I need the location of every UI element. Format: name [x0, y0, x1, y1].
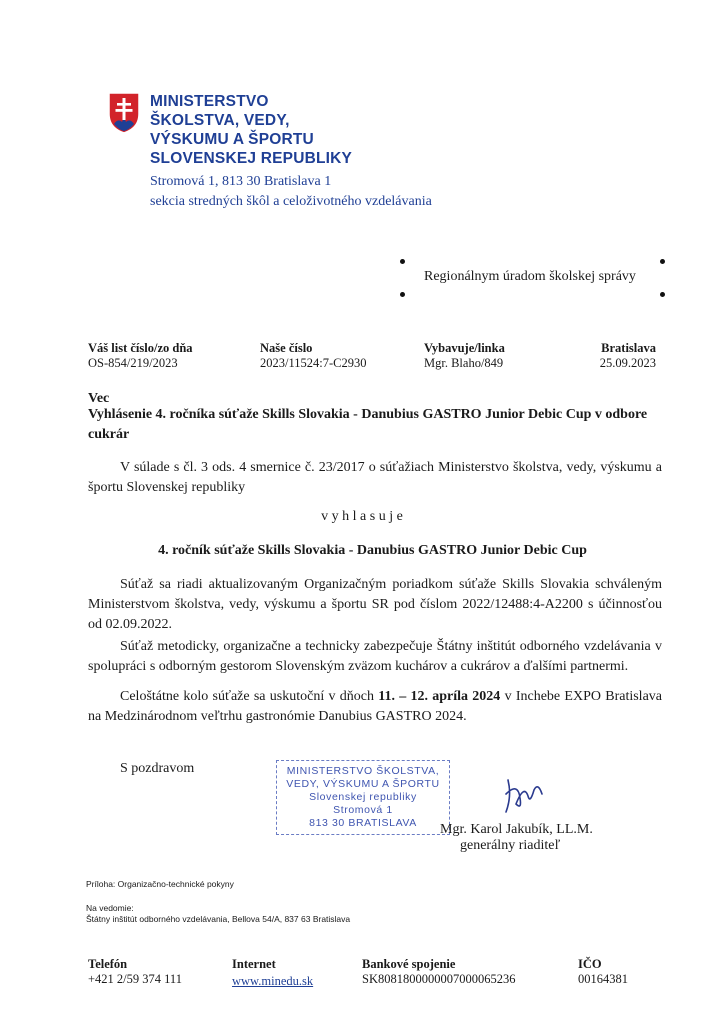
stamp-line: Slovenskej republiky	[309, 791, 417, 803]
ministry-line-4: SLOVENSKEJ REPUBLIKY	[150, 150, 353, 167]
footer-label: Internet	[232, 957, 276, 971]
greeting: S pozdravom	[120, 761, 195, 776]
ref-field-your-letter	[88, 341, 193, 371]
footer-value: SK8081800000007000065236	[362, 972, 516, 986]
ref-value: 25.09.2023	[599, 356, 656, 370]
address-line-1: Stromová 1, 813 30 Bratislava 1	[150, 174, 332, 189]
ref-field-handled-by	[424, 341, 505, 371]
handwritten-signature	[498, 774, 548, 821]
cc-recipient: Štátny inštitút odborného vzdelávania, Bellova 54/A, 837 63 Bratislava	[86, 914, 351, 924]
address-corner-mark	[660, 292, 665, 297]
cc-label: Na vedomie:	[86, 903, 134, 913]
footer-label: Telefón	[88, 957, 128, 971]
stamp-line: Stromová 1	[333, 804, 393, 816]
rules-paragraph: Súťaž sa riadi aktualizovaným Organizačným poriadkom súťaže Skills Slovakia schváleným Ministerstvom školstva, vedy, výskumu a športu SR pod číslom 2022/12488:4-A2200 s účinnosťou od 02.09.2022.	[88, 577, 662, 632]
footer-internet	[232, 957, 313, 990]
signer-title: generálny riaditeľ	[460, 838, 561, 853]
footer-label: Bankové spojenie	[362, 957, 456, 971]
website-link[interactable]: www.minedu.sk	[232, 974, 314, 988]
ref-label: Naše číslo	[260, 341, 313, 355]
ref-field-place-date	[580, 341, 656, 371]
ref-value: OS-854/219/2023	[88, 356, 178, 370]
subject-title: Vyhlásenie 4. ročníka súťaže Skills Slovakia - Danubius GASTRO Junior Debic Cup v odbore cukrár	[88, 407, 648, 442]
footer-value: +421 2/59 374 111	[88, 972, 182, 986]
address-corner-mark	[400, 292, 405, 297]
footer-label: IČO	[578, 957, 602, 971]
stamp-line: 813 30 BRATISLAVA	[309, 817, 417, 829]
address-corner-mark	[400, 259, 405, 264]
event-text-post: v Inchebe EXPO Bratislava na Medzinárodnom veľtrhu gastronómie Danubius GASTRO 2024.	[88, 689, 662, 724]
ministry-address	[150, 172, 432, 212]
attachment-note: Príloha: Organizačno-technické pokyny	[86, 879, 234, 889]
organizer-paragraph: Súťaž metodicky, organizačne a technicky zabezpečuje Štátny inštitút odborného vzdelávania v spolupráci s odborným gestorom Slovenským zväzom kuchárov a cukrárov a ďalšími partnermi.	[88, 639, 662, 674]
address-line-2: sekcia stredných škôl a celoživotného vzdelávania	[150, 194, 432, 209]
announcement-word: v y h l a s u j e	[321, 509, 403, 524]
intro-paragraph: V súlade s čl. 3 ods. 4 smernice č. 23/2017 o súťažiach Ministerstvo školstva, vedy, výskumu a športu Slovenskej republiky	[88, 460, 662, 495]
event-dates: 11. – 12. apríla 2024	[378, 689, 501, 704]
stamp-line: MINISTERSTVO ŠKOLSTVA,	[286, 765, 440, 777]
ministry-name	[150, 92, 352, 168]
recipient: Regionálnym úradom školskej správy	[424, 269, 636, 284]
footer-ico	[578, 957, 628, 987]
address-corner-mark	[660, 259, 665, 264]
subject-label: Vec	[88, 391, 110, 406]
official-stamp	[276, 760, 450, 835]
ref-label: Váš list číslo/zo dňa	[88, 341, 193, 355]
ref-field-our-number	[260, 341, 366, 371]
ref-label: Bratislava	[601, 341, 656, 355]
signer-name: Mgr. Karol Jakubík, LL.M.	[440, 822, 593, 837]
ministry-line-1: MINISTERSTVO	[150, 93, 269, 110]
coat-of-arms-logo	[108, 92, 140, 134]
footer-bank	[362, 957, 515, 987]
stamp-line: VEDY, VÝSKUMU A ŠPORTU	[286, 778, 440, 790]
footer-phone	[88, 957, 182, 987]
competition-title: 4. ročník súťaže Skills Slovakia - Danubius GASTRO Junior Debic Cup	[158, 543, 587, 558]
ref-label: Vybavuje/linka	[424, 341, 505, 355]
event-paragraph	[88, 687, 662, 727]
ministry-line-3: VÝSKUMU A ŠPORTU	[150, 131, 314, 148]
footer-value: 00164381	[578, 972, 628, 986]
ministry-line-2: ŠKOLSTVA, VEDY,	[150, 112, 290, 129]
event-text-pre: Celoštátne kolo súťaže sa uskutoční v dňoch	[120, 689, 379, 704]
ref-value: Mgr. Blaho/849	[424, 356, 504, 370]
ref-value: 2023/11524:7-C2930	[260, 356, 367, 370]
